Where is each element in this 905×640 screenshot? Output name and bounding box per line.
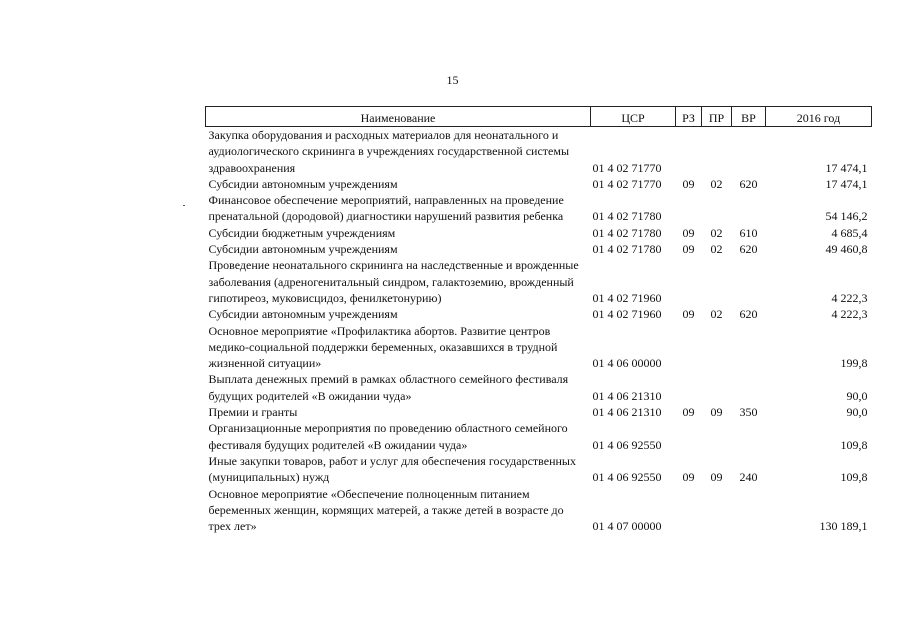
budget-table bbox=[205, 106, 872, 534]
header-csr: ЦСР bbox=[591, 107, 676, 127]
table-row bbox=[206, 176, 872, 192]
vr-cell bbox=[732, 323, 766, 372]
vr-cell: 620 bbox=[739, 176, 758, 191]
amount-cell: 49 460,8 bbox=[825, 242, 868, 257]
table-row bbox=[206, 306, 872, 322]
name-cell: Финансовое обеспечение мероприятий, направленных на проведение пренатальной (дородовой) диагностики нарушений развития ребенка bbox=[208, 193, 564, 224]
table-row bbox=[206, 371, 872, 404]
name-cell: Субсидии автономным учреждениям bbox=[208, 176, 398, 191]
amount-cell: 109,8 bbox=[840, 470, 868, 485]
rz-cell: 09 bbox=[682, 176, 695, 191]
rz-cell bbox=[676, 371, 702, 404]
csr-cell: 01 4 02 71960 bbox=[592, 307, 662, 322]
pr-cell: 02 bbox=[710, 307, 723, 322]
csr-cell: 01 4 07 00000 bbox=[592, 519, 662, 534]
pr-cell bbox=[702, 371, 732, 404]
pr-cell bbox=[702, 420, 732, 453]
header-rz: РЗ bbox=[676, 107, 702, 127]
pr-cell: 02 bbox=[710, 176, 723, 191]
table-row bbox=[206, 257, 872, 306]
vr-cell: 620 bbox=[739, 307, 758, 322]
csr-cell: 01 4 06 21310 bbox=[592, 388, 662, 403]
amount-cell: 4 222,3 bbox=[831, 290, 868, 305]
csr-cell: 01 4 02 71780 bbox=[592, 242, 662, 257]
table-row bbox=[206, 420, 872, 453]
amount-cell: 4 222,3 bbox=[831, 307, 868, 322]
vr-cell bbox=[732, 127, 766, 176]
name-cell: Субсидии автономным учреждениям bbox=[208, 242, 398, 257]
table-row bbox=[206, 225, 872, 241]
rz-cell: 09 bbox=[682, 307, 695, 322]
table-row bbox=[206, 241, 872, 257]
rz-cell: 09 bbox=[682, 405, 695, 420]
vr-cell bbox=[732, 257, 766, 306]
table-header-row bbox=[206, 107, 872, 127]
amount-cell: 90,0 bbox=[846, 405, 868, 420]
rz-cell bbox=[676, 420, 702, 453]
header-vr: ВР bbox=[732, 107, 766, 127]
csr-cell: 01 4 06 00000 bbox=[592, 356, 662, 371]
vr-cell bbox=[732, 371, 766, 404]
amount-cell: 4 685,4 bbox=[831, 225, 868, 240]
csr-cell: 01 4 02 71780 bbox=[592, 225, 662, 240]
amount-cell: 109,8 bbox=[840, 437, 868, 452]
csr-cell: 01 4 02 71780 bbox=[592, 209, 662, 224]
rz-cell bbox=[676, 323, 702, 372]
table-row bbox=[206, 453, 872, 486]
name-cell: Проведение неонатального скрининга на наследственные и врожденные заболевания (адреногенитальный синдром, галактоземию, врожденный гипотиреоз, муковисцидоз, фенилкетонурию) bbox=[208, 258, 579, 305]
rz-cell bbox=[676, 192, 702, 225]
name-cell: Основное мероприятие «Обеспечение полноценным питанием беременных женщин, кормящих матерей, а также детей в возрасте до трех лет» bbox=[208, 486, 564, 534]
rz-cell: 09 bbox=[682, 225, 695, 240]
vr-cell: 240 bbox=[739, 470, 758, 485]
csr-cell: 01 4 02 71770 bbox=[592, 176, 662, 191]
name-cell: Выплата денежных премий в рамках областного семейного фестиваля будущих родителей «В ожидании чуда» bbox=[208, 372, 569, 403]
pr-cell: 02 bbox=[710, 225, 723, 240]
header-year: 2016 год bbox=[766, 107, 872, 127]
vr-cell: 610 bbox=[739, 225, 758, 240]
amount-cell: 54 146,2 bbox=[825, 209, 868, 224]
name-cell: Иные закупки товаров, работ и услуг для обеспечения государственных (муниципальных) нужд bbox=[208, 453, 576, 485]
csr-cell: 01 4 02 71960 bbox=[592, 290, 662, 305]
amount-cell: 17 474,1 bbox=[825, 160, 868, 175]
pr-cell: 09 bbox=[710, 405, 723, 420]
pr-cell: 02 bbox=[710, 242, 723, 257]
pr-cell bbox=[702, 486, 732, 535]
rz-cell bbox=[676, 486, 702, 535]
vr-cell bbox=[732, 420, 766, 453]
csr-cell: 01 4 06 21310 bbox=[592, 405, 662, 420]
rz-cell: 09 bbox=[682, 242, 695, 257]
name-cell: Субсидии бюджетным учреждениям bbox=[208, 225, 396, 240]
csr-cell: 01 4 02 71770 bbox=[592, 160, 662, 175]
amount-cell: 130 189,1 bbox=[819, 519, 868, 534]
amount-cell: 17 474,1 bbox=[825, 176, 868, 191]
rz-cell: 09 bbox=[682, 470, 695, 485]
name-cell: Основное мероприятие «Профилактика абортов. Развитие центров медико-социальной поддержки беременных, оказавшихся в трудной жизненной ситуации» bbox=[208, 323, 558, 371]
table-row bbox=[206, 192, 872, 225]
rz-cell bbox=[676, 127, 702, 176]
table-row bbox=[206, 127, 872, 176]
name-cell: Организационные мероприятия по проведению областного семейного фестиваля будущих родителей «В ожидании чуда» bbox=[208, 421, 568, 452]
amount-cell: 90,0 bbox=[846, 388, 868, 403]
pr-cell bbox=[702, 192, 732, 225]
pr-cell bbox=[702, 323, 732, 372]
name-cell: Субсидии автономным учреждениям bbox=[208, 307, 398, 322]
name-cell: Закупка оборудования и расходных материалов для неонатального и аудиологического скрининга в учреждениях государственной системы здравоохранения bbox=[208, 128, 570, 175]
table-row bbox=[206, 404, 872, 420]
vr-cell bbox=[732, 192, 766, 225]
margin-mark bbox=[183, 205, 185, 206]
csr-cell: 01 4 06 92550 bbox=[592, 470, 662, 485]
pr-cell bbox=[702, 127, 732, 176]
vr-cell: 350 bbox=[739, 405, 758, 420]
amount-cell: 199,8 bbox=[840, 356, 868, 371]
csr-cell: 01 4 06 92550 bbox=[592, 437, 662, 452]
table-body bbox=[206, 127, 872, 535]
pr-cell: 09 bbox=[710, 470, 723, 485]
header-pr: ПР bbox=[702, 107, 732, 127]
rz-cell bbox=[676, 257, 702, 306]
table-row bbox=[206, 486, 872, 535]
name-cell: Премии и гранты bbox=[208, 405, 298, 420]
page-number: 15 bbox=[446, 73, 459, 87]
pr-cell bbox=[702, 257, 732, 306]
table-row bbox=[206, 323, 872, 372]
vr-cell: 620 bbox=[739, 242, 758, 257]
vr-cell bbox=[732, 486, 766, 535]
header-name: Наименование bbox=[206, 107, 591, 127]
